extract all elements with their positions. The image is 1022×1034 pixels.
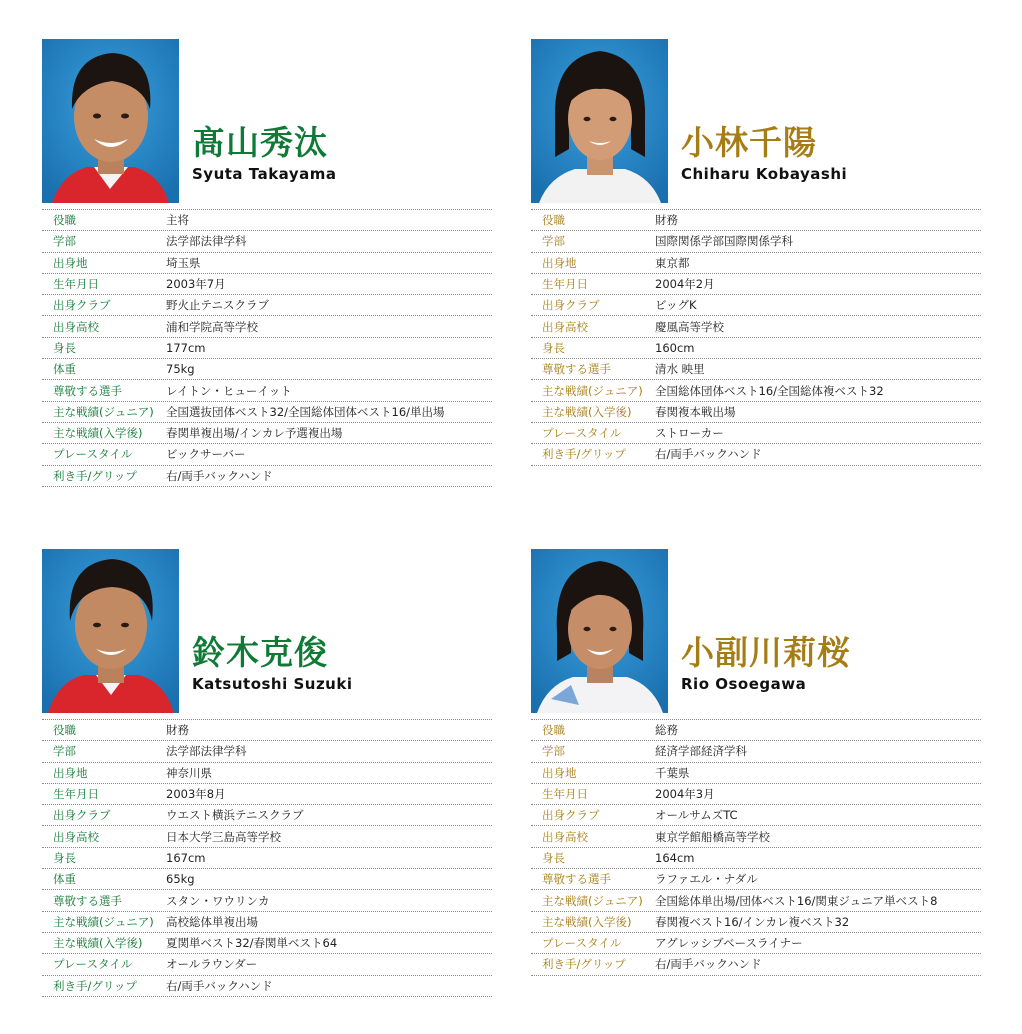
row-label: 役職 (53, 723, 76, 738)
row-value: 2003年8月 (166, 787, 226, 802)
row-label: プレースタイル (53, 957, 133, 972)
profile-table (531, 209, 981, 466)
table-row (42, 444, 492, 465)
row-value: 177cm (166, 340, 206, 355)
row-value: スタン・ワウリンカ (166, 893, 270, 908)
row-label: 主な戦績(入学後) (53, 936, 143, 951)
row-value: 埼玉県 (166, 255, 201, 270)
table-row (42, 826, 492, 847)
table-row (531, 869, 981, 890)
table-row (42, 954, 492, 975)
table-row (531, 720, 981, 741)
row-label: 身長 (53, 340, 76, 355)
row-label: 尊敬する選手 (53, 383, 122, 398)
table-row (42, 720, 492, 741)
row-value: 164cm (655, 850, 695, 865)
row-value: 東京学館船橋高等学校 (655, 829, 770, 844)
table-row (531, 444, 981, 465)
player-name-jp: 小林千陽 (681, 123, 817, 162)
row-value: 全国総体団体ベスト16/全国総体複ベスト32 (655, 383, 884, 398)
row-label: 体重 (53, 872, 76, 887)
player-photo-male (42, 549, 179, 713)
row-label: 主な戦績(ジュニア) (53, 404, 154, 419)
row-label: 主な戦績(ジュニア) (542, 383, 643, 398)
profile-table (42, 209, 492, 487)
table-row (42, 933, 492, 954)
row-label: 利き手/グリップ (53, 978, 137, 993)
row-label: 身長 (53, 850, 76, 865)
row-value: 主将 (166, 213, 189, 228)
row-value: アグレッシブベースライナー (655, 936, 803, 951)
table-row (42, 231, 492, 252)
player-header (42, 39, 492, 203)
row-label: 出身地 (53, 255, 88, 270)
player-card (531, 39, 981, 466)
row-value: 経済学部経済学科 (655, 744, 747, 759)
table-row (42, 210, 492, 231)
row-label: 生年月日 (542, 277, 588, 292)
row-value: オールサムズTC (655, 808, 738, 823)
row-value: 法学部法律学科 (166, 744, 247, 759)
player-card (42, 549, 492, 997)
table-row (531, 359, 981, 380)
player-name-jp: 髙山秀汰 (192, 123, 328, 162)
row-label: 学部 (542, 744, 565, 759)
row-value: ビックサーバー (166, 447, 246, 462)
row-value: 75kg (166, 362, 195, 377)
row-label: 学部 (53, 744, 76, 759)
table-row (531, 954, 981, 975)
row-label: プレースタイル (542, 936, 622, 951)
table-row (42, 912, 492, 933)
row-value: 2004年2月 (655, 277, 715, 292)
player-name-en: Rio Osoegawa (681, 675, 807, 693)
table-row (531, 210, 981, 231)
row-label: 尊敬する選手 (53, 893, 122, 908)
row-label: 学部 (542, 234, 565, 249)
row-value: 春関複本戦出場 (655, 404, 736, 419)
table-row (531, 316, 981, 337)
player-photo-female (531, 549, 668, 713)
row-label: 身長 (542, 340, 565, 355)
table-row (531, 741, 981, 762)
table-row (531, 826, 981, 847)
row-label: 出身クラブ (542, 298, 600, 313)
row-label: 利き手/グリップ (542, 447, 626, 462)
table-row (531, 295, 981, 316)
player-header (531, 549, 981, 713)
row-value: 全国選抜団体ベスト32/全国総体団体ベスト16/単出場 (166, 404, 445, 419)
row-value: レイトン・ヒューイット (166, 383, 292, 398)
row-label: 主な戦績(ジュニア) (542, 893, 643, 908)
table-row (42, 274, 492, 295)
table-row (531, 805, 981, 826)
table-row (531, 890, 981, 911)
table-row (42, 784, 492, 805)
table-row (42, 741, 492, 762)
row-label: 役職 (53, 213, 76, 228)
row-label: 出身高校 (53, 829, 99, 844)
player-header (42, 549, 492, 713)
row-value: オールラウンダー (166, 957, 258, 972)
player-photo-female (531, 39, 668, 203)
table-row (531, 253, 981, 274)
row-label: 主な戦績(入学後) (542, 404, 632, 419)
table-row (42, 869, 492, 890)
row-value: 浦和学院高等学校 (166, 319, 258, 334)
row-label: プレースタイル (542, 426, 622, 441)
table-row (42, 316, 492, 337)
row-label: 主な戦績(入学後) (542, 914, 632, 929)
table-row (531, 933, 981, 954)
table-row (42, 890, 492, 911)
row-value: 東京都 (655, 255, 690, 270)
row-label: 出身クラブ (53, 298, 111, 313)
row-label: プレースタイル (53, 447, 133, 462)
table-row (531, 848, 981, 869)
row-label: 身長 (542, 850, 565, 865)
row-value: 日本大学三島高等学校 (166, 829, 281, 844)
row-label: 出身地 (53, 765, 88, 780)
player-photo-male (42, 39, 179, 203)
row-value: 全国総体単出場/団体ベスト16/関東ジュニア単ベスト8 (655, 893, 938, 908)
row-label: 出身高校 (542, 829, 588, 844)
row-value: 野火止テニスクラブ (166, 298, 270, 313)
table-row (42, 295, 492, 316)
row-label: 尊敬する選手 (542, 362, 611, 377)
row-label: 出身クラブ (542, 808, 600, 823)
row-label: 利き手/グリップ (53, 468, 137, 483)
table-row (42, 359, 492, 380)
player-name-en: Katsutoshi Suzuki (192, 675, 353, 693)
row-value: 財務 (655, 213, 678, 228)
row-label: 主な戦績(ジュニア) (53, 914, 154, 929)
table-row (531, 912, 981, 933)
table-row (42, 338, 492, 359)
table-row (42, 380, 492, 401)
table-row (531, 402, 981, 423)
table-row (42, 466, 492, 487)
row-value: 高校総体単複出場 (166, 914, 258, 929)
table-row (42, 976, 492, 997)
table-row (42, 805, 492, 826)
table-row (42, 402, 492, 423)
table-row (531, 338, 981, 359)
row-value: 総務 (655, 723, 678, 738)
row-value: 右/両手バックハンド (655, 447, 762, 462)
row-value: 千葉県 (655, 765, 690, 780)
row-label: 出身地 (542, 765, 577, 780)
table-row (531, 763, 981, 784)
row-label: 体重 (53, 362, 76, 377)
profile-table (531, 719, 981, 976)
row-value: 国際関係学部国際関係学科 (655, 234, 793, 249)
table-row (42, 848, 492, 869)
row-value: 神奈川県 (166, 765, 212, 780)
row-label: 生年月日 (542, 787, 588, 802)
row-value: ウエスト横浜テニスクラブ (166, 808, 304, 823)
player-name-en: Syuta Takayama (192, 165, 337, 183)
player-card (42, 39, 492, 487)
row-value: 2003年7月 (166, 277, 226, 292)
table-row (531, 423, 981, 444)
row-value: 財務 (166, 723, 189, 738)
table-row (531, 231, 981, 252)
row-value: 160cm (655, 340, 695, 355)
table-row (42, 763, 492, 784)
row-value: 清水 映里 (655, 362, 705, 377)
row-value: ラファエル・ナダル (655, 872, 758, 887)
row-label: 出身高校 (542, 319, 588, 334)
table-row (531, 274, 981, 295)
row-label: 役職 (542, 723, 565, 738)
table-row (531, 784, 981, 805)
row-label: 役職 (542, 213, 565, 228)
row-value: 右/両手バックハンド (166, 468, 273, 483)
row-value: 167cm (166, 850, 206, 865)
row-label: 生年月日 (53, 277, 99, 292)
row-label: 出身クラブ (53, 808, 111, 823)
row-value: 右/両手バックハンド (655, 957, 762, 972)
row-label: 出身高校 (53, 319, 99, 334)
profile-table (42, 719, 492, 997)
row-value: 法学部法律学科 (166, 234, 247, 249)
row-value: 65kg (166, 872, 195, 887)
player-header (531, 39, 981, 203)
table-row (42, 253, 492, 274)
row-value: 2004年3月 (655, 787, 715, 802)
player-card (531, 549, 981, 976)
row-value: 慶風高等学校 (655, 319, 724, 334)
player-name-jp: 鈴木克俊 (192, 633, 328, 672)
row-label: 学部 (53, 234, 76, 249)
row-label: 主な戦績(入学後) (53, 426, 143, 441)
row-label: 尊敬する選手 (542, 872, 611, 887)
row-value: ビッグK (655, 298, 697, 313)
row-value: 右/両手バックハンド (166, 978, 273, 993)
row-value: 春関複ベスト16/インカレ複ベスト32 (655, 914, 850, 929)
row-value: 夏関単ベスト32/春関単ベスト64 (166, 936, 338, 951)
player-name-jp: 小副川莉桜 (681, 633, 851, 672)
row-label: 出身地 (542, 255, 577, 270)
row-value: ストローカー (655, 426, 724, 441)
row-label: 利き手/グリップ (542, 957, 626, 972)
row-label: 生年月日 (53, 787, 99, 802)
row-value: 春関単複出場/インカレ予選複出場 (166, 426, 343, 441)
table-row (531, 380, 981, 401)
player-name-en: Chiharu Kobayashi (681, 165, 848, 183)
table-row (42, 423, 492, 444)
